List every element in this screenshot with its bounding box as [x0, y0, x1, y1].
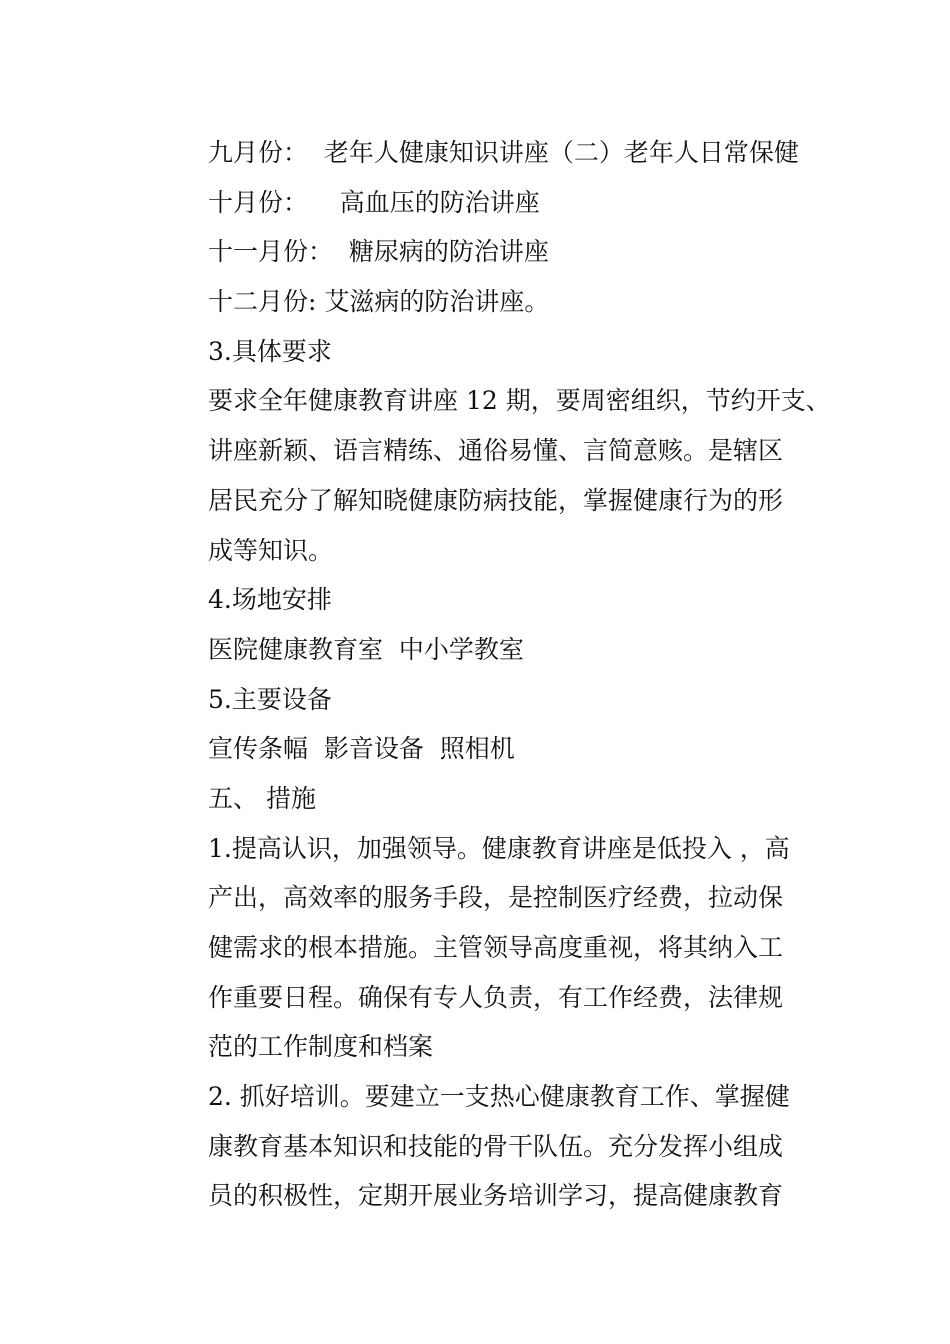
schedule-october: 十月份： 高血压的防治讲座 — [208, 187, 540, 217]
paragraph-line: 作重要日程。确保有专人负责，有工作经费，法律规 — [208, 982, 784, 1012]
paragraph-line: 居民充分了解知晓健康防病技能，掌握健康行为的形 — [208, 485, 784, 515]
section-heading-equipment: 5.主要设备 — [208, 684, 332, 714]
paragraph-line: 2. 抓好培训。要建立一支热心健康教育工作、掌握健 — [208, 1082, 790, 1112]
section-heading-requirements: 3.具体要求 — [208, 336, 332, 366]
paragraph-line: 成等知识。 — [208, 535, 334, 565]
paragraph-line: 产出，高效率的服务手段，是控制医疗经费，拉动保 — [208, 883, 784, 913]
paragraph-line: 康教育基本知识和技能的骨干队伍。充分发挥小组成 — [208, 1131, 784, 1161]
paragraph-line: 讲座新颖、语言精练、通俗易懂、言简意赅。是辖区 — [208, 436, 784, 466]
schedule-december: 十二月份: 艾滋病的防治讲座。 — [208, 287, 550, 317]
venue-list: 医院健康教育室 中小学教室 — [208, 634, 524, 664]
paragraph-line: 范的工作制度和档案 — [208, 1032, 434, 1062]
schedule-september: 九月份： 老年人健康知识讲座（二）老年人日常保健 — [208, 138, 799, 167]
paragraph-line: 要求全年健康教育讲座 12 期，要周密组织，节约开支、 — [208, 386, 831, 416]
equipment-list: 宣传条幅 影音设备 照相机 — [208, 734, 515, 764]
schedule-november: 十一月份： 糖尿病的防治讲座 — [208, 237, 549, 267]
paragraph-line: 员的积极性，定期开展业务培训学习，提高健康教育 — [208, 1181, 784, 1211]
section-heading-measures: 五、 措施 — [208, 783, 316, 813]
section-heading-venue: 4.场地安排 — [208, 585, 332, 615]
paragraph-line: 1.提高认识，加强领导。健康教育讲座是低投入 ，高 — [208, 833, 790, 863]
document-body — [208, 128, 831, 1221]
paragraph-line: 健需求的根本措施。主管领导高度重视，将其纳入工 — [208, 933, 784, 962]
